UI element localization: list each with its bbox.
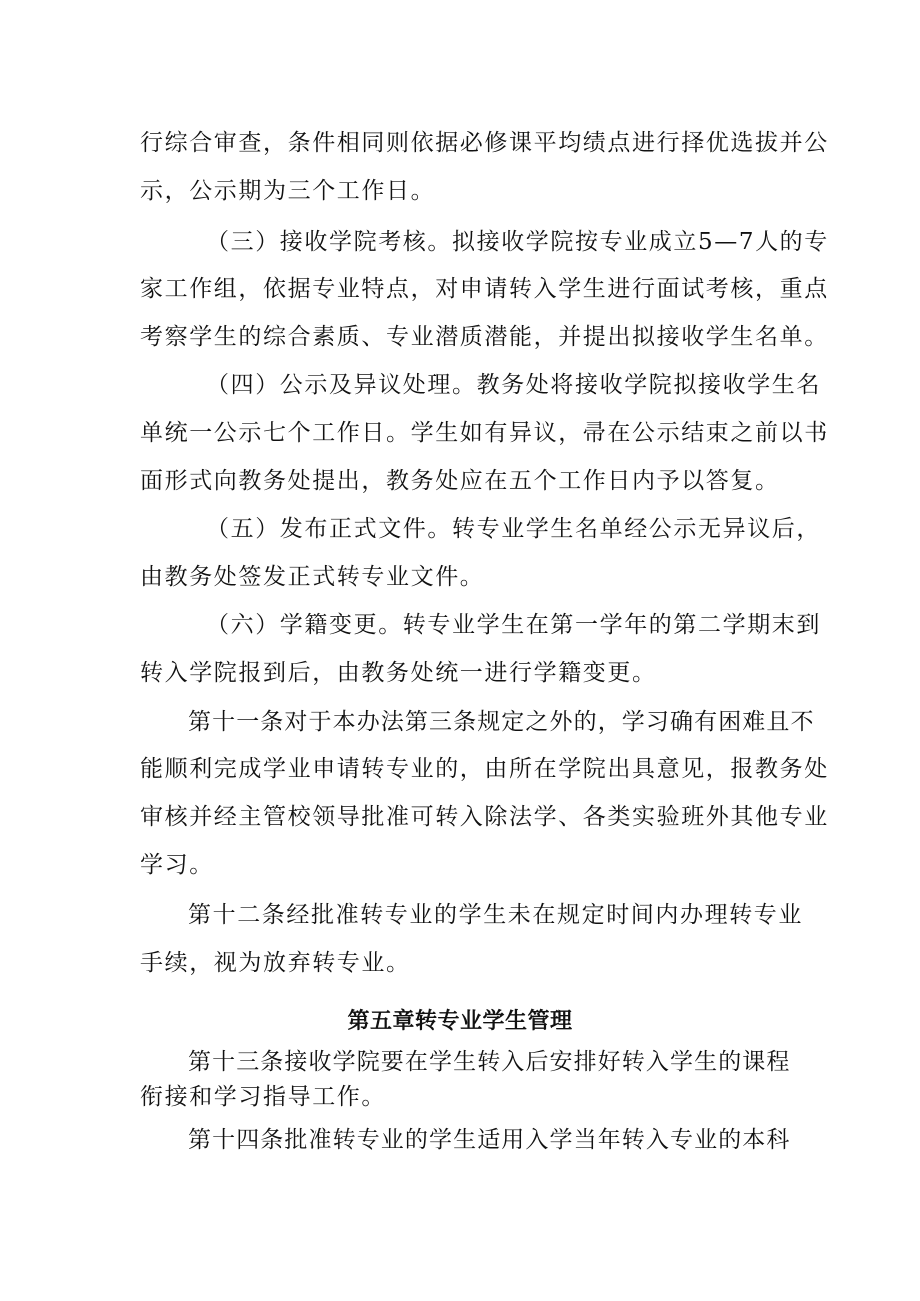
paragraph-line: 行综合审查，条件相同则依据必修课平均绩点进行择优选拔并公 (140, 130, 829, 156)
chapter-title: 第五章转专业学生管理 (347, 1009, 573, 1034)
paragraph-line: 学习。 (140, 852, 214, 878)
paragraph-line: 衔接和学习指导工作。 (140, 1084, 386, 1110)
paragraph-line: 审核并经主管校领导批准可转入除法学、各类实验班外其他专业 (140, 804, 829, 830)
paragraph-line: （六）学籍变更。转专业学生在第一学年的第二学期末到 (206, 612, 821, 638)
paragraph-line: 由教务处签发正式转专业文件。 (140, 564, 485, 590)
article-line: 第十三条接收学院要在学生转入后安排好转入学生的课程 (188, 1049, 791, 1075)
paragraph-line: （五）发布正式文件。转专业学生名单经公示无异议后， (206, 516, 821, 542)
article-line: 第十一条对于本办法第三条规定之外的，学习确有困难且不 (188, 709, 815, 735)
paragraph-line: 能顺利完成学业申请转专业的，由所在学院出具意见，报教务处 (140, 756, 829, 782)
article-line: 第十二条经批准转专业的学生未在规定时间内办理转专业 (188, 902, 803, 928)
paragraph-line: 家工作组，依据专业特点，对申请转入学生进行面试考核，重点 (140, 276, 829, 302)
article-line: 第十四条批准转专业的学生适用入学当年转入专业的本科 (188, 1127, 791, 1153)
paragraph-line: 手续，视为放弃转专业。 (140, 950, 411, 976)
paragraph-line: （四）公示及异议处理。教务处将接收学院拟接收学生名 (206, 372, 821, 398)
paragraph-line: 考察学生的综合素质、专业潜质潜能，并提出拟接收学生名单。 (140, 324, 829, 350)
paragraph-line: 单统一公示七个工作日。学生如有异议，帚在公示结束之前以书 (140, 420, 829, 446)
paragraph-line: （三）接收学院考核。拟接收学院按专业成立5—7人的专 (206, 229, 829, 255)
paragraph-line: 转入学院报到后，由教务处统一进行学籍变更。 (140, 660, 657, 686)
paragraph-line: 面形式向教务处提出，教务处应在五个工作日内予以答复。 (140, 468, 780, 494)
paragraph-line: 示，公示期为三个工作日。 (140, 178, 436, 204)
